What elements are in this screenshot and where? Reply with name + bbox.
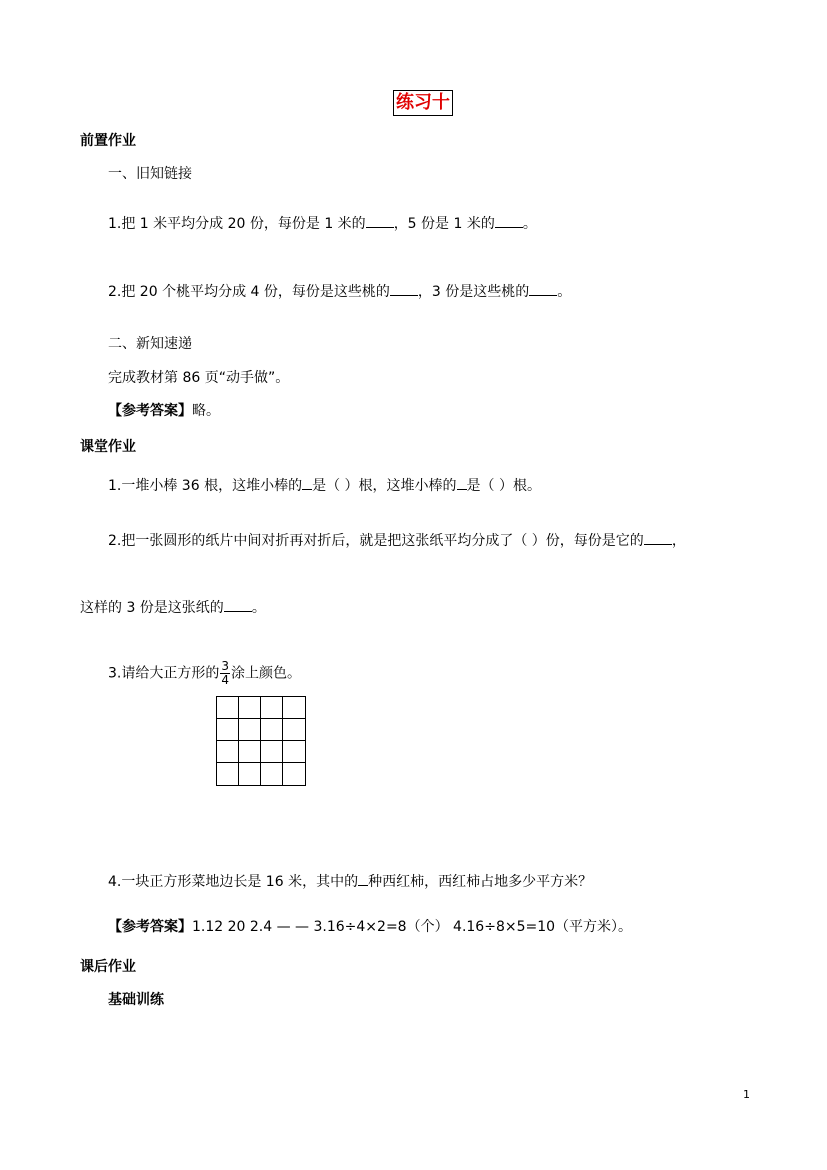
grid-cell — [217, 719, 239, 741]
class-q3-text-b: 涂上颜色。 — [231, 665, 301, 682]
fraction-placeholder — [302, 479, 312, 490]
class-answer — [108, 917, 632, 937]
pre-question-2 — [108, 282, 571, 302]
pre-q1-text-a: 1.把 1 米平均分成 20 份，每份是 1 米的 — [108, 216, 366, 232]
fraction — [220, 660, 230, 687]
grid-cell — [261, 741, 283, 763]
grid-cell — [261, 719, 283, 741]
class-q1-text-b: 是（ ）根，这堆小棒的 — [312, 478, 457, 494]
grid-cell — [239, 741, 261, 763]
answer-blank — [366, 217, 394, 228]
section-after-heading: 课后作业 — [80, 959, 136, 975]
grid-cell — [217, 741, 239, 763]
pre-q1-text-b: ，5 份是 1 米的 — [393, 216, 495, 232]
pre-subheading-new: 二、新知速递 — [108, 336, 192, 352]
pre-question-1 — [108, 214, 537, 234]
grid-cell — [283, 697, 305, 719]
pre-task: 完成教材第 86 页“动手做”。 — [108, 370, 290, 386]
fraction-placeholder — [457, 479, 467, 490]
grid-cell — [217, 697, 239, 719]
pre-q2-text-c: 。 — [557, 284, 572, 300]
grid-cell — [283, 763, 305, 785]
grid-cell — [283, 741, 305, 763]
after-subheading: 基础训练 — [108, 992, 164, 1008]
pre-subheading-review: 一、旧知链接 — [108, 166, 192, 182]
grid-cell — [239, 763, 261, 785]
grid-cell — [283, 719, 305, 741]
answer-label: 【参考答案】 — [108, 919, 192, 935]
class-q1-text-a: 1.一堆小棒 36 根，这堆小棒的 — [108, 478, 303, 494]
class-q1-text-c: 是（ ）根。 — [466, 478, 541, 494]
class-q2-text-b: ， — [671, 533, 686, 549]
fraction-numerator: 3 — [221, 659, 229, 673]
fraction-placeholder — [358, 875, 368, 886]
class-q4-text-a: 4.一块正方形菜地边长是 16 米，其中的 — [108, 874, 359, 890]
page-title: 练习十 — [393, 90, 453, 116]
class-q2-text-d: 。 — [251, 600, 266, 616]
class-question-3 — [108, 660, 301, 687]
class-question-1 — [108, 476, 541, 496]
grid-cell — [261, 763, 283, 785]
answer-blank — [644, 534, 672, 545]
answer-text: 略。 — [192, 403, 220, 419]
answer-blank — [529, 285, 557, 296]
answer-label: 【参考答案】 — [108, 403, 192, 419]
pre-q2-text-b: ，3 份是这些桃的 — [417, 284, 530, 300]
pre-q1-text-c: 。 — [522, 216, 537, 232]
class-q3-text-a: 3.请给大正方形的 — [108, 665, 220, 682]
pre-q2-text-a: 2.把 20 个桃平均分成 4 份，每份是这些桃的 — [108, 284, 390, 300]
class-question-2 — [108, 531, 686, 551]
grid-cell — [217, 763, 239, 785]
answer-blank — [390, 285, 418, 296]
section-class-heading: 课堂作业 — [80, 439, 136, 455]
class-question-4 — [108, 872, 592, 892]
class-q2-text-c: 这样的 3 份是这张纸的 — [80, 600, 224, 616]
pre-answer — [108, 401, 220, 421]
grid-cell — [239, 719, 261, 741]
answer-text: 1.12 20 2.4 — — 3.16÷4×2=8（个） 4.16÷8×5=10（平方米）。 — [192, 919, 633, 935]
grid-cell — [239, 697, 261, 719]
page-number: 1 — [743, 1088, 750, 1101]
class-q4-text-b: 种西红柿，西红柿占地多少平方米？ — [368, 874, 593, 890]
square-grid — [216, 696, 306, 786]
class-question-2-cont — [80, 598, 266, 618]
fraction-denominator: 4 — [221, 673, 229, 687]
answer-blank — [495, 217, 523, 228]
answer-blank — [224, 601, 252, 612]
class-q2-text-a: 2.把一张圆形的纸片中间对折再对折后，就是把这张纸平均分成了（ ）份，每份是它的 — [108, 533, 644, 549]
section-pre-heading: 前置作业 — [80, 133, 136, 149]
grid-cell — [261, 697, 283, 719]
